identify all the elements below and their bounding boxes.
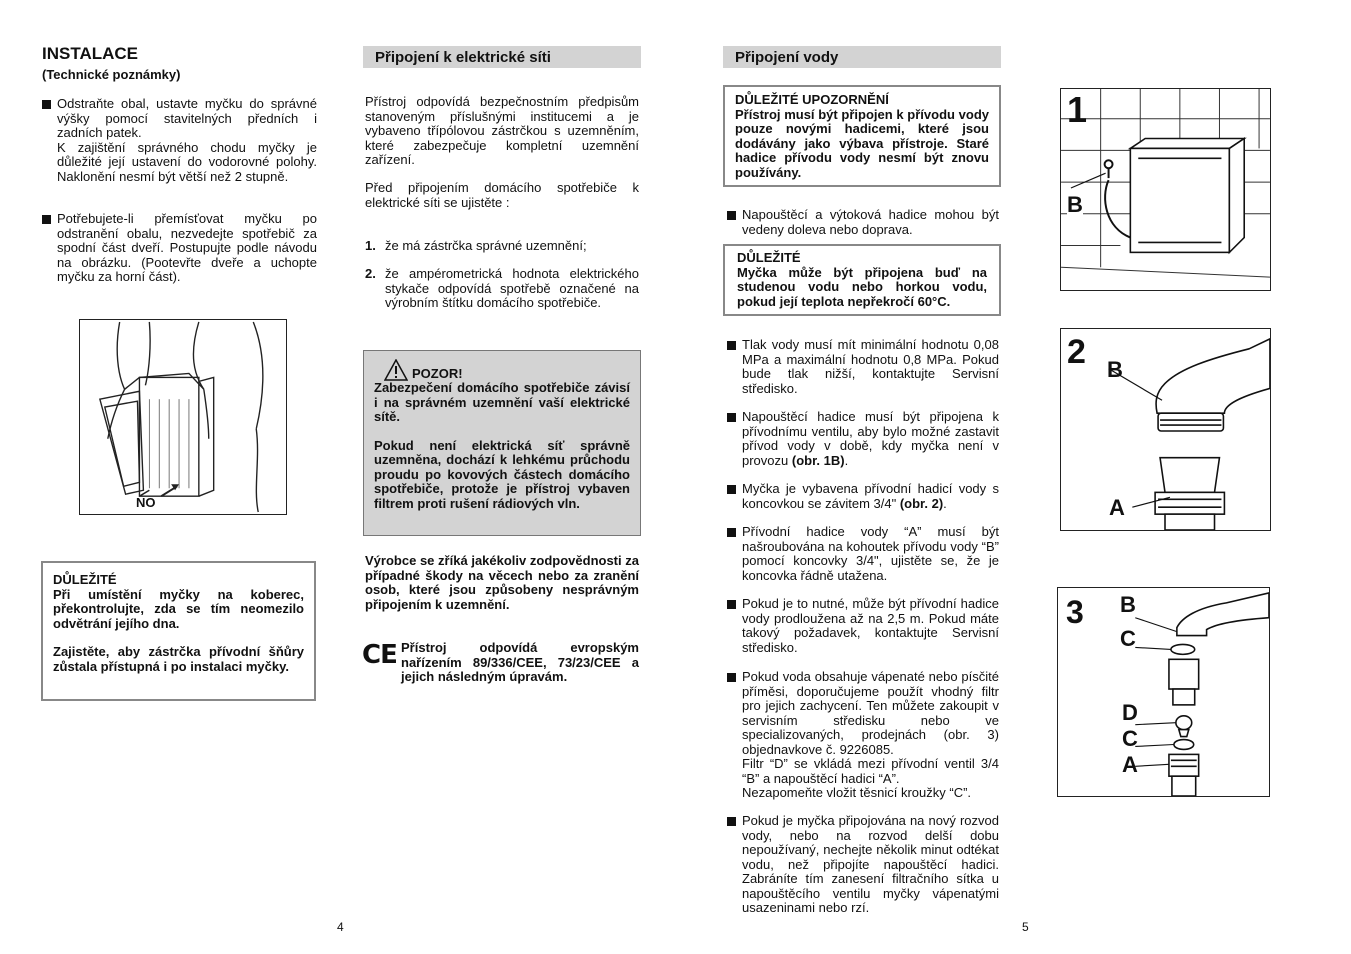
list-item-text: Napouštěcí hadice musí být připojena k přívodnímu ventilu, aby bylo možné zastavit přívod vody v době, kdy myčka není v provozu (742, 409, 999, 468)
page-number-left: 4 (337, 920, 344, 934)
item-number: 2. (365, 266, 376, 281)
list-item-text: Potřebujete-li přemísťovat myčku po odstranění obalu, nezvedejte spotřebič za spodní část dveří. Postupujte podle návodu na obrázku. (Pootevřte dveře a uchopte myčku za horní část). (57, 211, 317, 284)
electric-check-intro: Před připojením domácího spotřebiče k elektrické síti se ujistěte : (365, 180, 639, 210)
figure-2-number: 2 (1067, 333, 1086, 371)
list-item (727, 338, 999, 396)
figure-3-label-c2: C (1122, 726, 1138, 751)
electric-section-heading: Připojení k elektrické síti (363, 46, 641, 68)
bullet-square-icon (42, 100, 51, 109)
important-text-1: Při umístění myčky na koberec, překontrolujte, zda se tím neomezilo odvětrání jejího dna. (53, 586, 304, 631)
water-important-title: DŮLEŽITÉ (737, 250, 801, 265)
list-item (727, 208, 999, 237)
figure-1-dishwasher-connection (1060, 88, 1271, 291)
list-item (727, 482, 999, 511)
carry-dishwasher-illustration (79, 319, 287, 515)
item-text: že má zástrčka správné uzemnění; (385, 238, 587, 253)
list-item (727, 597, 999, 655)
warning-box (363, 350, 641, 536)
important-box (41, 561, 316, 701)
page-number-right: 5 (1022, 920, 1029, 934)
figure-3-label-c: C (1120, 626, 1136, 651)
bullet-square-icon (727, 485, 736, 494)
list-item (727, 410, 999, 468)
water-warning-title: DŮLEŽITÉ UPOZORNĚNÍ (735, 92, 889, 107)
electric-intro: Přístroj odpovídá bezpečnostním předpisům stanoveným příslušnými institucemi a je vybaveno třípólovou zástrčkou s uzemněním, které zabezpečuje kompletní uzemnění zařízení. (365, 94, 639, 167)
item-number: 1. (365, 238, 376, 253)
warning-triangle-icon (384, 359, 408, 381)
figure-ref: (obr. 2) (899, 495, 944, 511)
bullet-square-icon (727, 528, 736, 537)
figure-ref: (obr. 1B) (791, 452, 845, 468)
figure-3-label-d: D (1122, 700, 1138, 725)
list-item-tail: . (943, 495, 947, 511)
bullet-square-icon (727, 600, 736, 609)
bullet-square-icon (42, 215, 51, 224)
section-subtitle: (Technické poznámky) (42, 67, 181, 82)
ce-text: Přístroj odpovídá evropským nařízením 89/336/CEE, 73/23/CEE a jejich následným úpravám. (401, 640, 639, 684)
important-text-2: Zajistěte, aby zástrčka přívodní šňůry zůstala přístupná i po instalaci myčky. (53, 644, 304, 674)
list-item (727, 814, 999, 916)
disclaimer: Výrobce se zříká jakékoliv zodpovědnosti za případné škody na věcech nebo za zranění osob, které jsou způsobeny nesprávným připojením k uzemnění. (365, 553, 639, 612)
bullet-square-icon (727, 413, 736, 422)
water-warning-box (723, 85, 1001, 187)
important-heading: DŮLEŽITÉ (53, 572, 117, 587)
bullet-square-icon (727, 341, 736, 350)
figure-2-label-b: B (1107, 357, 1123, 382)
list-item (42, 97, 317, 184)
figure-2-label-a: A (1109, 495, 1125, 520)
list-item (727, 525, 999, 583)
figure-1-label-b: B (1067, 192, 1083, 217)
list-item-text: Napouštěcí a výtoková hadice mohou být vedeny doleva nebo doprava. (742, 207, 999, 237)
figure-3-filter-assembly (1057, 587, 1270, 797)
warning-text-1: Zabezpečení domácího spotřebiče závisí i na správném uzemnění vaší elektrické sítě. (374, 380, 630, 424)
list-item-text: Tlak vody musí mít minimální hodnotu 0,08 MPa a maximální hodnotu 0,8 MPa. Pokud bude tlak nižší, kontaktujte Servisní středisko. (742, 337, 999, 396)
list-item-text: Pokud je to nutné, může být přívodní hadice vody prodloužena až na 2,5 m. Pokud máte takový požadavek, kontaktujte Servisní středisko. (742, 596, 999, 655)
water-warning-text: Přístroj musí být připojen k přívodu vody pouze novými hadicemi, které jsou dodávány jako výbava přístroje. Staré hadice přívodu vody nesmí být znovu používány. (735, 106, 989, 180)
water-important-text: Myčka může být připojena buď na studenou vodu nebo horkou vodu, pokud její teplota nepřekročí 60°C. (737, 264, 987, 309)
list-item-text: Pokud voda obsahuje vápenaté nebo písčité příměsi, doporučujeme použít vhodný filtr pro jejich zachycení. Ten můžete zakoupit v servisním středisku nebo ve specializovaných, prodejnách (obr. 3) objednavkove č. 9226085. Filtr “D” se vkládá mezi přívodní ventil 3/4 “B” a napouštěcí hadici “A”. Nezapomeňte vložit těsnicí kroužky “C”. (742, 669, 999, 800)
list-item (727, 670, 999, 801)
list-item-text: Přívodní hadice vody “A” musí být našroubována na kohoutek přívodu vody “B” pomocí koncovky 3/4", ujistěte se, že je koncovka řádně utažena. (742, 524, 999, 583)
numbered-item (365, 267, 639, 311)
bullet-square-icon (727, 211, 736, 220)
figure-1-number: 1 (1067, 89, 1088, 130)
water-section-heading: Připojení vody (723, 46, 1001, 68)
warning-title: POZOR! (412, 365, 463, 381)
bullet-square-icon (727, 817, 736, 826)
list-item-text: Odstraňte obal, ustavte myčku do správné výšky pomocí stavitelných předních i zadních patek. K zajištění správného chodu myčky je důležité její ustavení do vodorovné polohy. Naklonění nesmí být větší než 2 stupně. (57, 96, 317, 184)
figure-3-label-b: B (1120, 592, 1136, 617)
list-item-text: Pokud je myčka připojována na nový rozvod vody, nebo na rozvod delší dobu nepoužívaný, nechejte několik minut odtékat vodu, než připojíte napouštěcí hadici. Zabráníte tím zanesení filtračního sítka u napouštěcího ventilu myčky vápenatými usazeninami nebo rzí. (742, 813, 999, 915)
figure-2-hose-fitting (1060, 328, 1271, 531)
list-item-text: Myčka je vybavena přívodní hadicí vody s koncovkou se závitem 3/4" (742, 481, 999, 511)
figure-3-label-a: A (1122, 752, 1138, 777)
numbered-item (365, 239, 639, 254)
water-important-box (723, 244, 1001, 316)
list-item-tail: . (844, 452, 849, 468)
warning-text-2: Pokud není elektrická síť správně uzemněna, dochází k lehkému průchodu proudu po kovových částech domácího spotřebiče, protože je přístroj vybaven filtrem proti rušení rádiových vln. (374, 437, 630, 511)
figure-label-no: NO (136, 495, 156, 510)
item-text: že ampérometrická hodnota elektrického stykače odpovídá spotřebě označené na výrobním štítku domácího spotřebiče. (385, 266, 639, 310)
section-title: INSTALACE (42, 44, 139, 63)
bullet-square-icon (727, 673, 736, 682)
ce-mark-icon: CE (362, 640, 397, 670)
list-item (42, 212, 317, 285)
figure-3-number: 3 (1066, 594, 1084, 630)
